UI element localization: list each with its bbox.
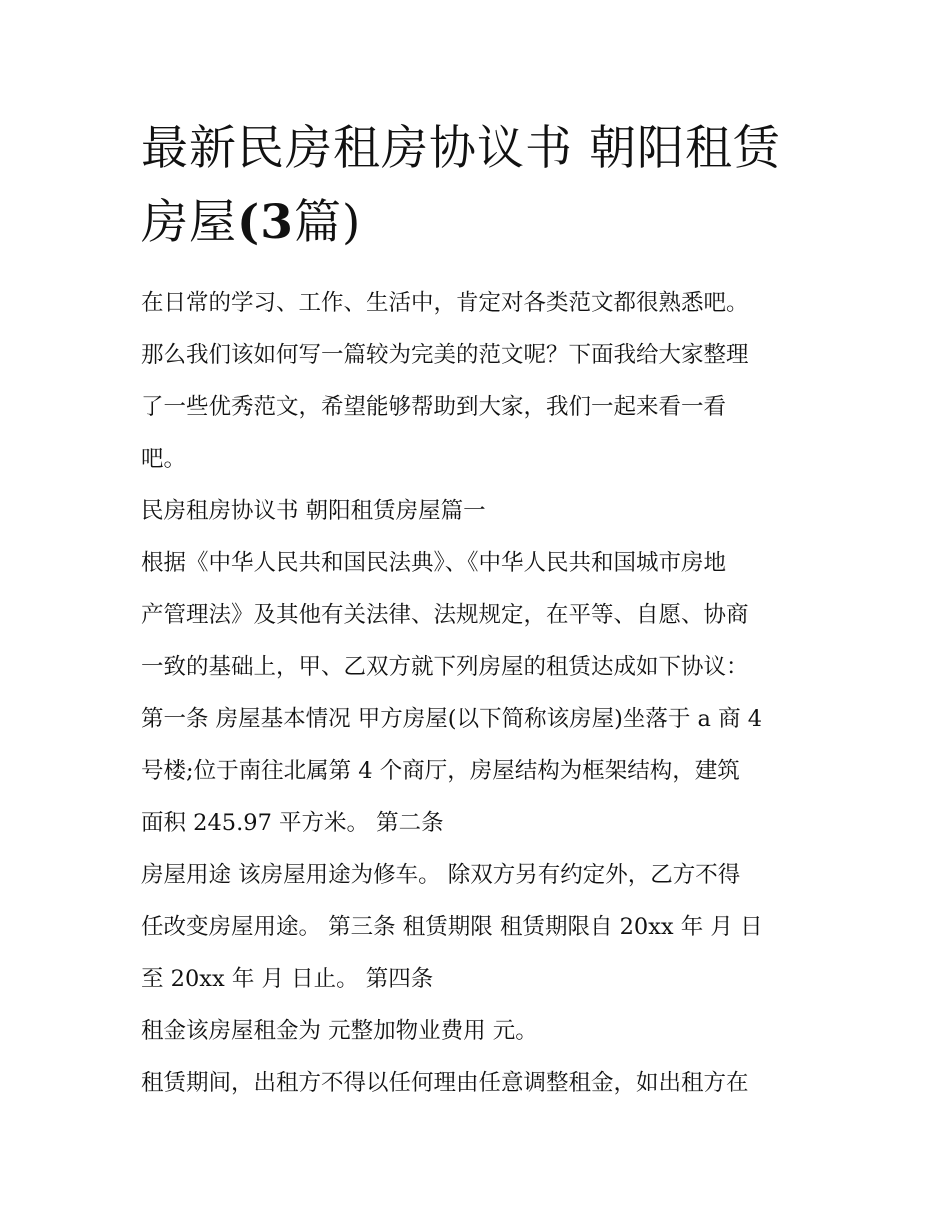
- body-line: 在日常的学习、工作、生活中，肯定对各类范文都很熟悉吧。: [141, 290, 749, 316]
- body-line: 任改变房屋用途。 第三条 租赁期限 租赁期限自 20xx 年 月 日: [141, 914, 763, 940]
- body-line: 一致的基础上，甲、乙双方就下列房屋的租赁达成如下协议：: [141, 654, 749, 680]
- title-line-2-count: (3: [237, 195, 294, 250]
- body-line: 产管理法》及其他有关法律、法规规定，在平等、自愿、协商: [141, 602, 749, 628]
- body-line: 根据《中华人民共和国民法典》、《中华人民共和国城市房地: [141, 550, 727, 576]
- title-line-2-prefix: 房屋: [141, 195, 237, 250]
- section-heading: 民房租房协议书 朝阳租赁房屋篇一: [141, 498, 486, 524]
- document-body: [141, 277, 821, 1109]
- body-line: 房屋用途 该房屋用途为修车。 除双方另有约定外，乙方不得: [141, 862, 741, 888]
- body-line: 号楼;位于南往北属第 4 个商厅，房屋结构为框架结构，建筑: [141, 758, 740, 784]
- body-line: 第一条 房屋基本情况 甲方房屋(以下简称该房屋)坐落于 a 商 4: [141, 706, 763, 732]
- title-line-2: [141, 186, 831, 260]
- body-line: 租金该房屋租金为 元整加物业费用 元。: [141, 1018, 538, 1044]
- body-line: 至 20xx 年 月 日止。 第四条: [141, 966, 434, 992]
- body-line: 吧。: [141, 446, 187, 472]
- title-line-1: 最新民房租房协议书 朝阳租赁: [141, 121, 781, 176]
- body-line: 了一些优秀范文，希望能够帮助到大家，我们一起来看一看: [141, 394, 727, 420]
- document-title: [141, 112, 831, 260]
- body-line: 那么我们该如何写一篇较为完美的范文呢？下面我给大家整理: [141, 342, 749, 368]
- title-line-2-suffix: 篇): [293, 195, 362, 250]
- body-line: 面积 245.97 平方米。 第二条: [141, 810, 444, 836]
- body-line: 租赁期间，出租方不得以任何理由任意调整租金，如出租方在: [141, 1070, 749, 1096]
